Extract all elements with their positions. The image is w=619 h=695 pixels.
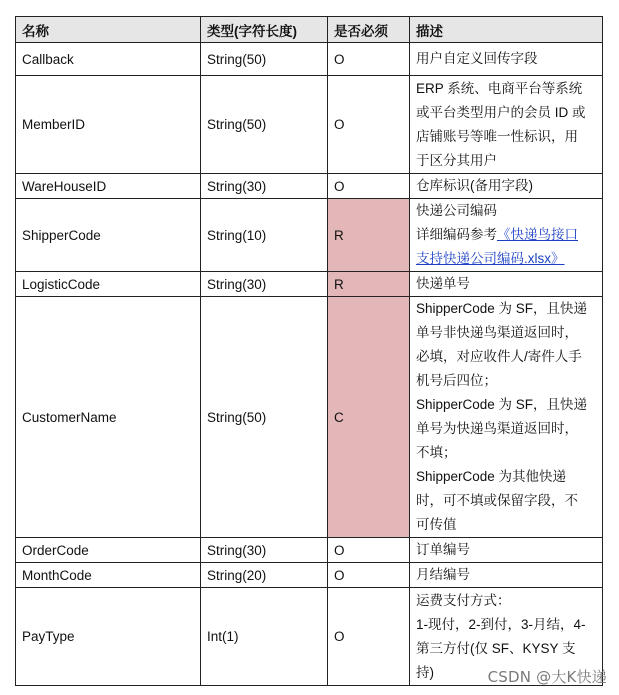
cell-description — [410, 174, 603, 199]
table-row — [16, 538, 603, 563]
description-line: 用户自定义回传字段 — [416, 51, 538, 66]
description-line: 1-现付，2-到付，3-月结，4- — [416, 616, 586, 632]
cell-type: String(50) — [201, 76, 328, 174]
carrier-code-doc-link[interactable]: 《快递鸟接口 — [497, 227, 578, 242]
table-row — [16, 174, 603, 199]
description-line: 月结编号 — [416, 567, 470, 582]
description-line: 仓库标识(备用字段) — [416, 178, 533, 193]
cell-name: LogisticCode — [16, 272, 201, 297]
description-link-prefix: 详细编码参考 — [416, 227, 497, 242]
cell-description — [410, 43, 603, 76]
cell-required: O — [328, 43, 410, 76]
cell-description — [410, 272, 603, 297]
cell-description — [410, 563, 603, 588]
cell-required: O — [328, 174, 410, 199]
header-name: 名称 — [16, 17, 201, 43]
cell-description — [410, 76, 603, 174]
table-row — [16, 297, 603, 538]
cell-name: MonthCode — [16, 563, 201, 588]
cell-required: R — [328, 272, 410, 297]
description-line: ShipperCode 为 SF，且快递 — [416, 397, 588, 412]
cell-name: CustomerName — [16, 297, 201, 538]
cell-type: String(30) — [201, 538, 328, 563]
parameter-table — [15, 16, 603, 686]
cell-required: O — [328, 538, 410, 563]
table-row — [16, 563, 603, 588]
header-description: 描述 — [410, 17, 603, 43]
header-required: 是否必须 — [328, 17, 410, 43]
description-line: 可传值 — [416, 517, 457, 532]
table-row — [16, 272, 603, 297]
cell-required: C — [328, 297, 410, 538]
cell-type: String(30) — [201, 174, 328, 199]
table-row — [16, 76, 603, 174]
cell-name: MemberID — [16, 76, 201, 174]
cell-required: O — [328, 588, 410, 686]
cell-required: O — [328, 563, 410, 588]
cell-description — [410, 297, 603, 538]
description-line: 或平台类型用户的会员 ID 或 — [416, 104, 586, 120]
description-link-line — [416, 223, 596, 247]
cell-required: R — [328, 199, 410, 272]
description-line: 第三方付(仅 SF、KYSY 支 — [416, 640, 576, 656]
cell-description — [410, 538, 603, 563]
description-line: 单号非快递鸟渠道返回时， — [416, 325, 578, 340]
description-line: ERP 系统、电商平台等系统 — [416, 80, 583, 96]
cell-type: String(30) — [201, 272, 328, 297]
cell-name: Callback — [16, 43, 201, 76]
cell-name: ShipperCode — [16, 199, 201, 272]
description-line: 快递单号 — [416, 276, 470, 291]
header-type: 类型(字符长度) — [201, 17, 328, 43]
description-line: 店铺账号等唯一性标识，用 — [416, 128, 578, 144]
description-line: 快递公司编码 — [416, 203, 497, 218]
watermark: CSDN @大K快递 — [487, 668, 607, 686]
description-line: 持) — [416, 664, 434, 680]
description-link-line — [416, 247, 596, 271]
cell-type: Int(1) — [201, 588, 328, 686]
description-line: 订单编号 — [416, 542, 470, 557]
table-row — [16, 43, 603, 76]
description-line: 运费支付方式： — [416, 592, 511, 608]
cell-type: String(50) — [201, 297, 328, 538]
cell-type: String(10) — [201, 199, 328, 272]
description-line: 时，可不填或保留字段，不 — [416, 493, 578, 508]
description-line: 不填； — [416, 445, 457, 460]
description-line: ShipperCode 为 SF，且快递 — [416, 301, 588, 316]
description-line: 机号后四位； — [416, 373, 497, 388]
description-line: 必填，对应收件人/寄件人手 — [416, 349, 582, 364]
cell-type: String(20) — [201, 563, 328, 588]
cell-name: OrderCode — [16, 538, 201, 563]
cell-description — [410, 199, 603, 272]
cell-name: PayType — [16, 588, 201, 686]
table-row — [16, 199, 603, 272]
table-header-row — [16, 17, 603, 43]
carrier-code-doc-link-continued[interactable]: 支持快递公司编码.xlsx》 — [416, 251, 565, 266]
description-line: ShipperCode 为其他快递 — [416, 469, 567, 484]
description-line: 于区分其用户 — [416, 152, 497, 168]
description-line: 单号为快递鸟渠道返回时， — [416, 421, 578, 436]
cell-name: WareHouseID — [16, 174, 201, 199]
cell-required: O — [328, 76, 410, 174]
cell-type: String(50) — [201, 43, 328, 76]
